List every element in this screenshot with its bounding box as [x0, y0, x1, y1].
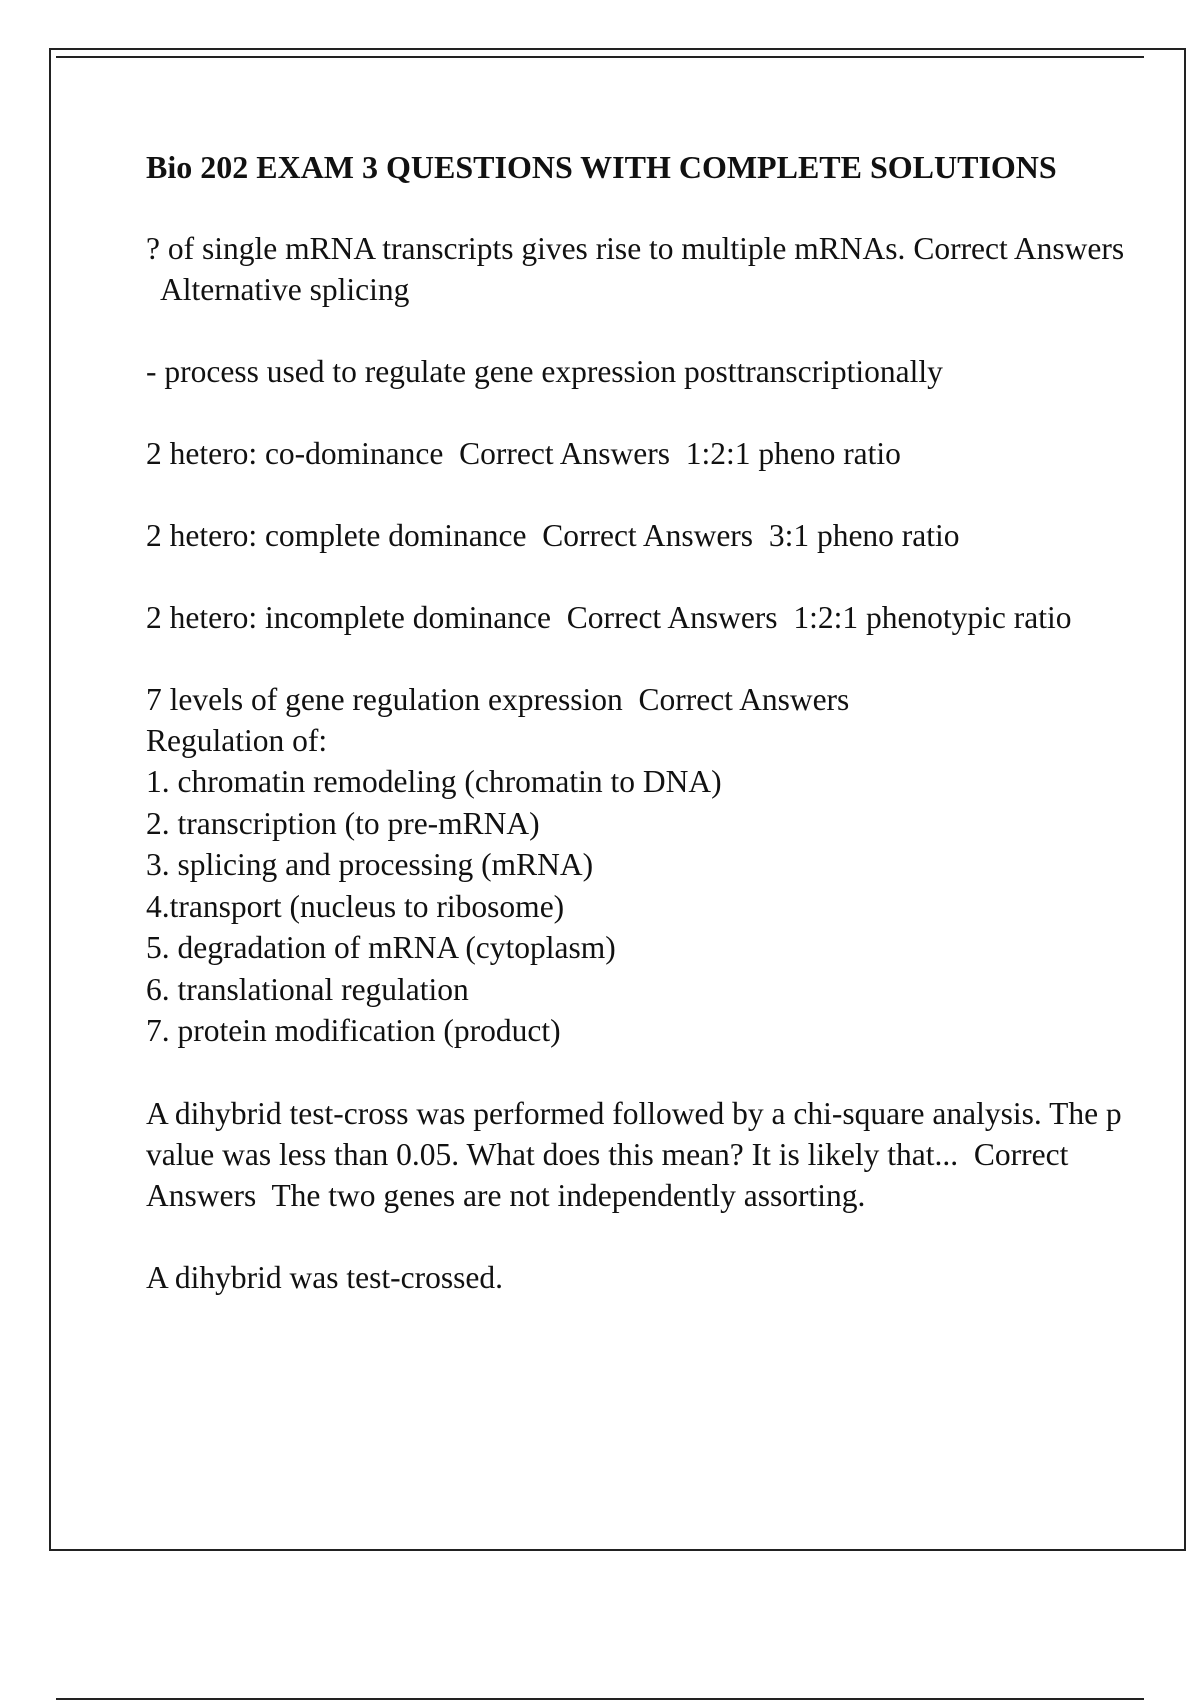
answer-text: Regulation of: [146, 723, 328, 758]
answer-text: The two genes are not independently assorting. [271, 1177, 866, 1213]
list-item: 1. chromatin remodeling (chromatin to DNA) [146, 764, 722, 799]
answer-label: Correct Answers [146, 1136, 1069, 1213]
answer-text: 1:2:1 pheno ratio [685, 436, 901, 471]
question-text: 2 hetero: co-dominance [146, 436, 444, 471]
document-title: Bio 202 EXAM 3 QUESTIONS WITH COMPLETE SOLUTIONS [146, 149, 1057, 185]
regulation-levels-list [146, 761, 1126, 1052]
list-item: 4.transport (nucleus to ribosome) [146, 888, 565, 924]
question-text: 2 hetero: complete dominance [146, 518, 527, 553]
answer-text: 3:1 pheno ratio [768, 518, 960, 553]
answer-label: Correct Answers [638, 682, 850, 717]
question-text: A dihybrid test-cross was performed followed by a chi-square analysis. The p value was less than 0.05. What does this mean? It is likely that... [146, 1095, 1122, 1172]
answer-label: Correct Answers [542, 518, 754, 553]
qa-entry-7 [146, 1093, 1126, 1216]
answer-label: Correct Answers [459, 436, 670, 471]
qa-entry-3 [146, 433, 1126, 474]
qa-entry-1 [146, 228, 1126, 310]
header-rule [56, 56, 1144, 58]
answer-label: Correct Answers [566, 600, 778, 635]
qa-entry-6 [146, 679, 1126, 1052]
question-text: ? of single mRNA transcripts gives rise to multiple mRNAs. [146, 231, 906, 266]
qa-entry-5 [146, 597, 1126, 638]
list-item: 7. protein modification (product) [146, 1013, 561, 1048]
qa-entry-4 [146, 515, 1126, 556]
note-entry-2: - process used to regulate gene expression posttranscriptionally [146, 354, 943, 389]
list-item: 3. splicing and processing (mRNA) [146, 847, 594, 882]
list-item: 5. degradation of mRNA (cytoplasm) [146, 930, 616, 965]
list-item: 6. translational regulation [146, 971, 469, 1007]
document-body [146, 146, 1126, 1339]
answer-text: 1:2:1 phenotypic ratio [793, 600, 1072, 635]
question-text: 7 levels of gene regulation expression [146, 682, 623, 717]
question-text: 2 hetero: incomplete dominance [146, 600, 551, 635]
answer-text: Alternative splicing [160, 272, 410, 307]
list-item: 2. transcription (to pre-mRNA) [146, 805, 540, 841]
answer-label: Correct Answers [913, 231, 1125, 266]
note-entry-8: A dihybrid was test-crossed. [146, 1259, 503, 1295]
